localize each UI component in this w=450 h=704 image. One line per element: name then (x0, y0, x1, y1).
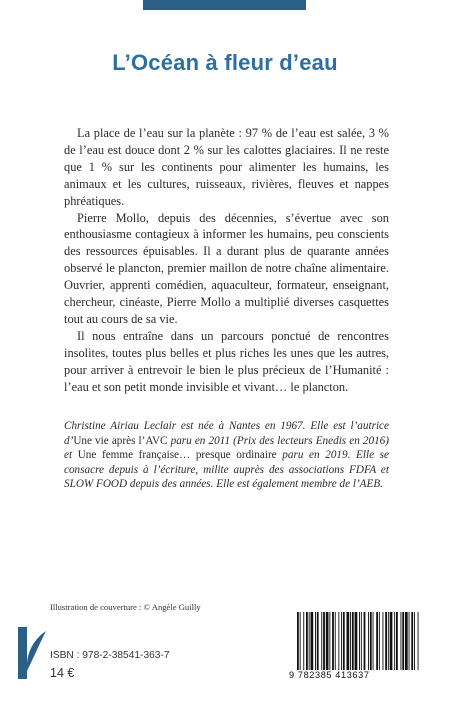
price-text: 14 € (50, 666, 75, 680)
isbn-text: ISBN : 978-2-38541-363-7 (50, 650, 170, 661)
blurb-paragraph: La place de l’eau sur la planète : 97 % de l’eau est salée, 3 % de l’eau est douce dont 2 % sur les calottes glaciaires. Il ne reste que 1 % sur les continents pour alimenter les humains, les animaux et les cultures, ruisseaux, rivières, fleuves et nappes phréatiques. (64, 126, 389, 208)
blurb-paragraph: Pierre Mollo, depuis des décennies, s’évertue avec son enthousiasme contagieux à informer les humains, peu conscients des ressources épuisables. Il a durant plus de quarante années observé le plancton, premier maillon de notre chaîne alimentaire. Ouvrier, apprenti comédien, aquaculteur, formateur, enseignant, chercheur, cinéaste, Pierre Mollo a multiplié diverses casquettes tout au cours de sa vie. (64, 210, 389, 326)
barcode (295, 612, 420, 672)
blurb-paragraph: Il nous entraîne dans un parcours ponctué de rencontres insolites, toutes plus belles et plus riches les unes que les autres, pour arriver à entrevoir le bien le plus précieux de l’Humanité : l’eau et son petit monde invisible et vivant… le plancton. (64, 328, 389, 394)
quill-logo-icon (18, 627, 50, 679)
book-title: L’Océan à fleur d’eau (112, 50, 338, 75)
top-color-bar (143, 0, 306, 10)
author-bio (64, 419, 389, 492)
bio-text: paru en 2019. Elle se consacre depuis à l’écriture, milite auprès des associations FDFA et SLOW FOOD depuis des années. Elle est également membre de l’AEB. (64, 449, 389, 491)
bio-text: Christine Airiau Leclair est née à Nantes en 1967. Elle est l’autrice d’ (64, 420, 389, 447)
book-title-2: Une femme française… presque ordinaire (77, 449, 277, 462)
bio-text: paru en 2011 (Prix des lecteurs Enedis en 2016) et (64, 434, 390, 462)
cover-credit: Illustration de couverture : © Angèle Guilly (50, 602, 201, 612)
book-title-1: Une vie après l’AVC (73, 434, 168, 447)
back-cover-blurb (64, 125, 389, 396)
barcode-digits: 9 782385 413637 (289, 670, 370, 680)
